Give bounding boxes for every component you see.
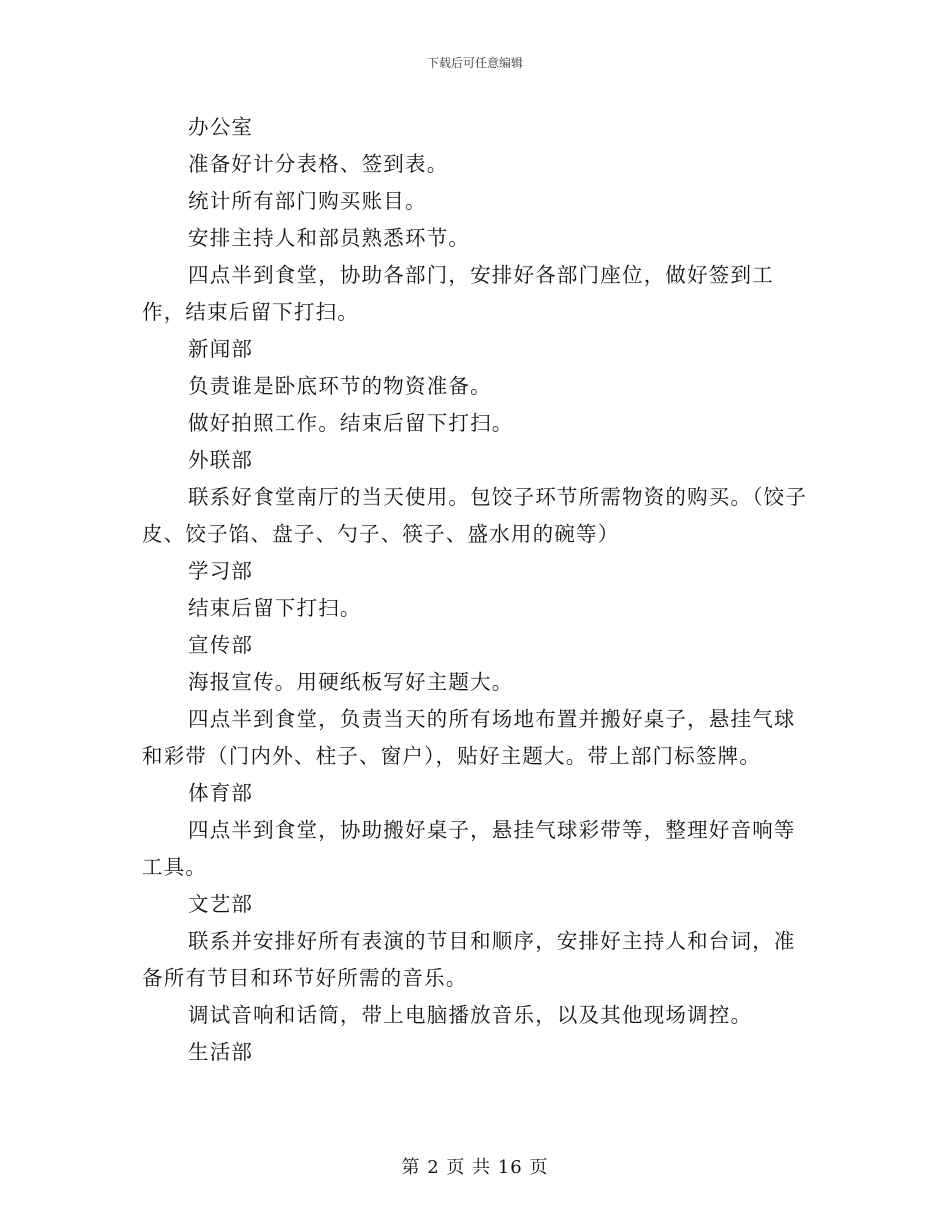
paragraph: 统计所有部门购买账目。: [188, 189, 427, 213]
paragraph: 办公室: [188, 115, 254, 139]
paragraph: 负责谁是卧底环节的物资准备。: [188, 374, 492, 398]
paragraph: 新闻部: [188, 337, 254, 361]
paragraph: 四点半到食堂，负责当天的所有场地布置并搬好桌子，悬挂气球和彩带（门内外、柱子、窗户），贴好主题大。带上部门标签牌。: [142, 707, 796, 768]
paragraph: 文艺部: [188, 892, 254, 916]
paragraph: 体育部: [188, 781, 254, 805]
paragraph: 联系并安排好所有表演的节目和顺序，安排好主持人和台词，准备所有节目和环节好所需的音乐。: [142, 929, 796, 990]
paragraph: 外联部: [188, 448, 254, 472]
paragraph: 海报宣传。用硬纸板写好主题大。: [188, 670, 514, 694]
paragraph: 准备好计分表格、签到表。: [188, 152, 449, 176]
paragraph: 安排主持人和部员熟悉环节。: [188, 226, 471, 250]
page-footer: 第 2 页 共 16 页: [401, 1157, 549, 1178]
paragraph: 联系好食堂南厅的当天使用。包饺子环节所需物资的购买。（饺子皮、饺子馅、盘子、勺子、筷子、盛水用的碗等）: [142, 485, 808, 546]
page-header: 下载后可任意编辑: [426, 56, 523, 70]
paragraph: 宣传部: [188, 633, 254, 657]
paragraph: 做好拍照工作。结束后留下打扫。: [188, 411, 514, 435]
paragraph: 结束后留下打扫。: [188, 596, 362, 620]
paragraph: 调试音响和话筒，带上电脑播放音乐，以及其他现场调控。: [188, 1003, 753, 1027]
document-body: [142, 109, 808, 1071]
paragraph: 学习部: [188, 559, 254, 583]
paragraph: 四点半到食堂，协助搬好桌子，悬挂气球彩带等，整理好音响等工具。: [142, 818, 796, 879]
paragraph: 生活部: [188, 1040, 254, 1064]
paragraph: 四点半到食堂，协助各部门，安排好各部门座位，做好签到工作，结束后留下打扫。: [142, 263, 774, 324]
